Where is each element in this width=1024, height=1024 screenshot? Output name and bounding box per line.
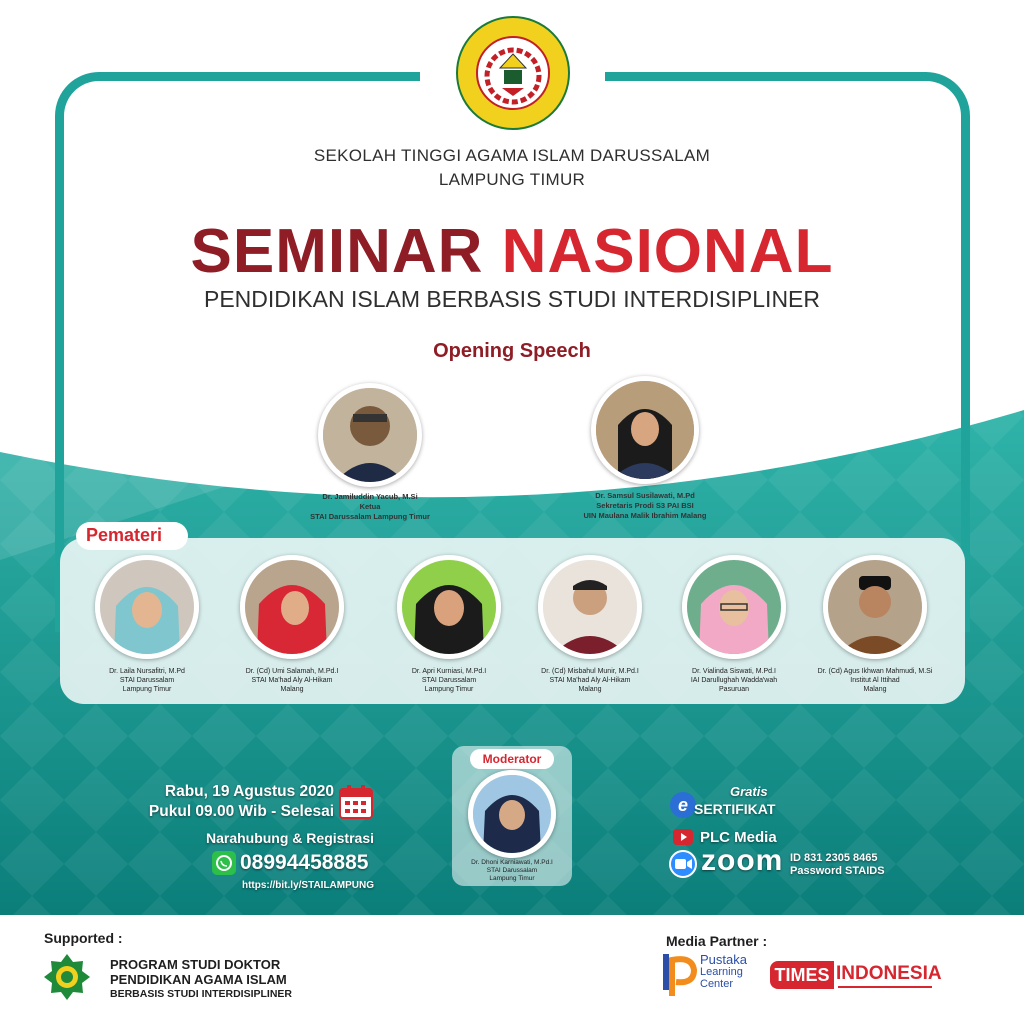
zoom-password: Password STAIDS	[790, 865, 885, 877]
speaker-4-photo	[538, 555, 642, 659]
speaker-5-org: IAI Darullughah Wadda'wah	[690, 677, 778, 684]
opening-speaker-1-photo	[318, 383, 422, 487]
program-logo	[42, 952, 92, 1002]
pemateri-label: Pemateri	[76, 522, 188, 550]
title-part-2: NASIONAL	[501, 217, 834, 286]
youtube-icon	[672, 826, 694, 848]
youtube-channel: PLC Media	[700, 829, 777, 846]
contact-phone[interactable]: 08994458885	[240, 851, 369, 874]
opening-speaker-2-photo	[591, 376, 699, 484]
speaker-1-photo	[95, 555, 199, 659]
moderator-label: Moderator	[470, 749, 554, 769]
contact-label: Narahubung & Registrasi	[205, 830, 374, 846]
opening-speaker-1-org: STAI Darussalam Lampung Timur	[310, 512, 430, 521]
institution-location: LAMPUNG TIMUR	[438, 170, 586, 189]
whatsapp-icon	[212, 851, 236, 875]
program-line-3: BERBASIS STUDI INTERDISIPLINER	[110, 988, 293, 1000]
speaker-6-location: Malang	[863, 686, 887, 693]
speaker-1-location: Lampung Timur	[122, 686, 172, 693]
speaker-4-location: Malang	[578, 686, 602, 693]
speaker-2-name: Dr. (Cd) Umi Salamah, M.Pd.I	[245, 668, 339, 675]
opening-speaker-2-role: Sekretaris Prodi S3 PAI BSI	[596, 501, 694, 510]
moderator-location: Lampung Timur	[489, 875, 535, 882]
stai-logo	[452, 14, 574, 132]
zoom-icon	[668, 849, 698, 879]
program-line-1: PROGRAM STUDI DOKTOR	[110, 957, 281, 972]
speaker-5-location: Pasuruan	[719, 686, 749, 693]
title-part-1: SEMINAR	[190, 217, 502, 286]
speaker-2-org: STAI Ma'had Aly Al-Hikam	[251, 677, 333, 684]
event-date: Rabu, 19 Agustus 2020	[164, 783, 334, 800]
svg-text:e: e	[677, 795, 689, 815]
speaker-5-photo	[682, 555, 786, 659]
opening-speaker-2-org: UIN Maulana Malik Ibrahim Malang	[583, 511, 707, 520]
speaker-4-name: Dr. (Cd) Misbahul Munir, M.Pd.I	[541, 668, 639, 675]
zoom-meeting-id: ID 831 2305 8465	[790, 852, 878, 864]
speaker-1-name: Dr. Laila Nursafitri, M.Pd	[109, 668, 185, 675]
speaker-1-org: STAI Darussalam	[119, 677, 175, 684]
opening-speaker-1-name: Dr. Jamiluddin Yacub, M.Si	[322, 492, 418, 501]
opening-speaker-2-name: Dr. Samsul Susilawati, M.Pd	[595, 491, 695, 500]
free-label: Gratis	[730, 784, 768, 799]
speaker-6-org: Institut Al Ittihad	[850, 677, 900, 684]
supported-label: Supported :	[44, 930, 123, 946]
pustaka-line-1: Pustaka	[700, 952, 747, 967]
speaker-6-photo	[823, 555, 927, 659]
times-logo-part-1: TIMES	[770, 961, 834, 989]
event-time: Pukul 09.00 Wib - Selesai	[148, 803, 334, 820]
times-logo-part-2: INDONESIA	[836, 963, 942, 984]
speaker-5-name: Dr. Vialinda Siswati, M.Pd.I	[692, 668, 776, 675]
times-underline	[838, 986, 932, 988]
institution-name: SEKOLAH TINGGI AGAMA ISLAM DARUSSALAM	[313, 146, 711, 165]
pustaka-line-2: Learning	[700, 966, 743, 978]
speaker-2-photo	[240, 555, 344, 659]
moderator-photo	[468, 770, 556, 858]
speaker-2-location: Malang	[280, 686, 304, 693]
certificate-label: SERTIFIKAT	[694, 801, 776, 817]
calendar-icon	[338, 784, 374, 820]
registration-link[interactable]: https://bit.ly/STAILAMPUNG	[241, 880, 374, 891]
opening-speaker-1-role: Ketua	[359, 502, 381, 511]
pustaka-line-3: Center	[700, 978, 734, 990]
opening-speech-heading: Opening Speech	[433, 340, 591, 362]
program-line-2: PENDIDIKAN AGAMA ISLAM	[110, 972, 287, 987]
subtitle: PENDIDIKAN ISLAM BERBASIS STUDI INTERDISIPLINER	[203, 286, 821, 312]
main-title	[0, 216, 1024, 287]
speaker-3-location: Lampung Timur	[424, 686, 474, 693]
speaker-3-photo	[397, 555, 501, 659]
moderator-name: Dr. Dhoni Karniawati, M.Pd.I	[471, 859, 553, 866]
media-partner-label: Media Partner :	[666, 933, 768, 949]
speaker-6-name: Dr. (Cd) Agus Ikhwan Mahmudi, M.Si	[817, 668, 933, 675]
speaker-4-org: STAI Ma'had Aly Al-Hikam	[549, 677, 631, 684]
speaker-3-org: STAI Darussalam	[421, 677, 477, 684]
pustaka-logo-icon	[662, 950, 700, 998]
moderator-org: STAI Darussalam	[486, 867, 538, 874]
speaker-3-name: Dr. Apri Kurniasi, M.Pd.I	[411, 668, 487, 675]
zoom-label: zoom	[701, 844, 784, 877]
